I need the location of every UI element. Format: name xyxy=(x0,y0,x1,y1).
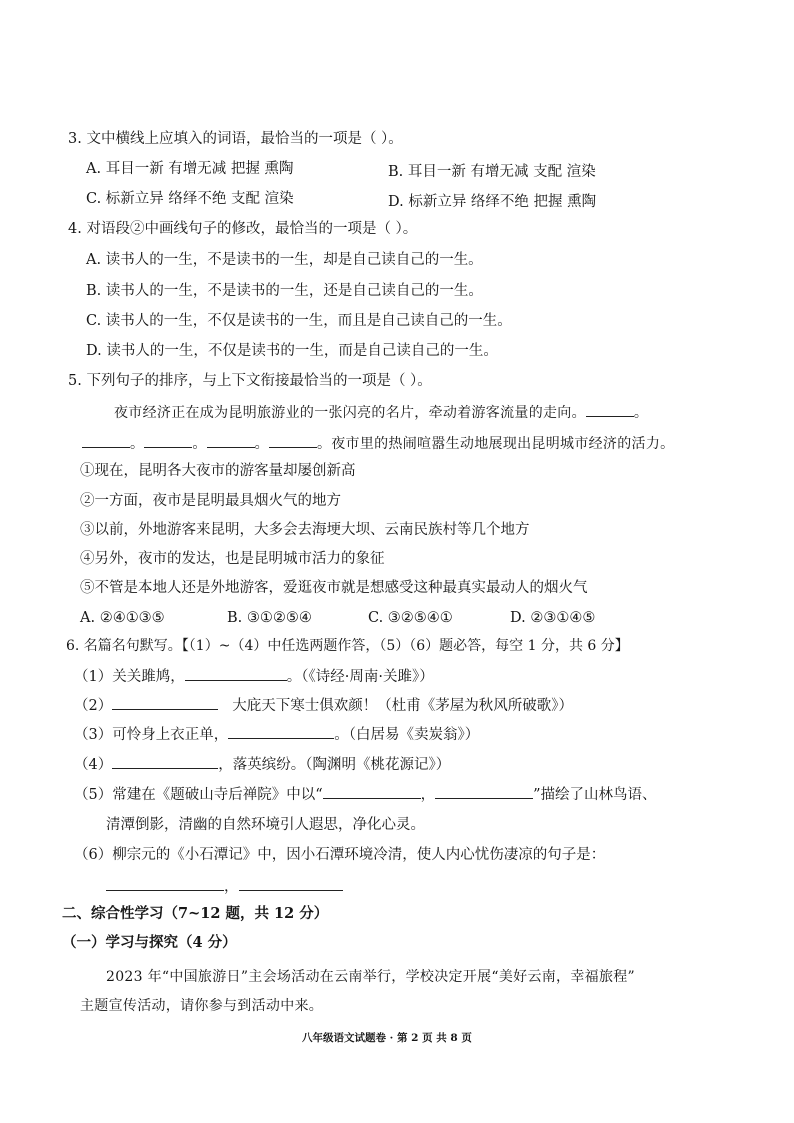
item-text: ”描绘了山林鸟语、 xyxy=(533,787,657,803)
q5-sentence-4: ④另外，夜市的发达，也是昆明城市活力的象征 xyxy=(80,551,385,567)
q5-sentence-2: ②一方面，夜市是昆明最具烟火气的地方 xyxy=(80,493,341,509)
item-text: 关关雎鸠， xyxy=(112,669,185,685)
section-intro-line1: 2023 年“中国旅游日”主会场活动在云南举行，学校决定开展“美好云南，幸福旅程” xyxy=(106,969,636,985)
q5-passage-line2: 。 。 。 。夜市里的热闹喧嚣生动地展现出昆明城市经济的活力。 xyxy=(82,433,674,454)
q5-options xyxy=(0,608,794,628)
q5-passage-text2: 。夜市里的热闹喧嚣生动地展现出昆明城市经济的活力。 xyxy=(316,436,675,452)
q4-option-c: C. 读书人的一生，不仅是读书的一生，而且是自己读自己的一生。 xyxy=(86,313,512,329)
q6-item-6: （6）柳宗元的《小石潭记》中，因小石潭环境冷清，使人内心忧伤凄凉的句子是： xyxy=(74,847,606,863)
section-heading: 二、综合性学习（7~12 题，共 12 分） xyxy=(62,905,329,922)
q5-passage-text1: 夜市经济正在成为昆明旅游业的一张闪亮的名片，牵动着游客流量的走向。 xyxy=(114,405,586,421)
q6-item-2 xyxy=(74,695,573,716)
section-intro-line2: 主题宣传活动，请你参与到活动中来。 xyxy=(80,998,324,1014)
answer-blank[interactable] xyxy=(269,433,317,448)
q5-option-d: D. ②③①④⑤ xyxy=(510,610,596,626)
q4-stem: 4. 对语段②中画线句子的修改，最恰当的一项是（ ）。 xyxy=(68,221,418,237)
q6-item-5-cont: 清潭倒影，清幽的自然环境引人遐思，净化心灵。 xyxy=(106,817,425,833)
answer-blank[interactable] xyxy=(323,784,421,799)
q3-stem: 3. 文中横线上应填入的词语，最恰当的一项是（ ）。 xyxy=(68,131,403,147)
q5-sentence-3: ③以前，外地游客来昆明，大多会去海埂大坝、云南民族村等几个地方 xyxy=(80,522,530,538)
q4-option-a: A. 读书人的一生，不是读书的一生，却是自己读自己的一生。 xyxy=(86,252,483,268)
q3-option-a: A. 耳目一新 有增无减 把握 熏陶 xyxy=(86,161,294,177)
q5-option-a: A. ②④①③⑤ xyxy=(80,610,165,626)
item-source: 大庇天下寒士俱欢颜！（杜甫《茅屋为秋风所破歌》） xyxy=(232,698,573,714)
answer-blank[interactable] xyxy=(112,695,218,710)
item-number: （3） xyxy=(74,727,113,743)
answer-blank[interactable] xyxy=(586,402,634,417)
answer-blank[interactable] xyxy=(144,433,192,448)
answer-blank[interactable] xyxy=(106,876,224,891)
answer-blank[interactable] xyxy=(435,784,533,799)
item-separator: ， xyxy=(224,879,239,895)
q6-item-5 xyxy=(74,784,657,805)
answer-blank[interactable] xyxy=(185,666,287,681)
item-number: （2） xyxy=(74,698,113,714)
q6-item-4 xyxy=(74,754,450,775)
q5-sentence-1: ①现在，昆明各大夜市的游客量却屡创新高 xyxy=(80,463,356,479)
answer-blank[interactable] xyxy=(207,433,255,448)
q4-option-b: B. 读书人的一生，不是读书的一生，还是自己读自己的一生。 xyxy=(86,283,483,299)
q5-option-c: C. ③②⑤④① xyxy=(368,610,453,626)
item-number: （1） xyxy=(74,669,113,685)
q5-option-b: B. ③①②⑤④ xyxy=(227,610,312,626)
q3-option-d: D. 标新立异 络绎不绝 把握 熏陶 xyxy=(388,194,597,210)
item-separator: ， xyxy=(420,787,436,803)
q3-option-b: B. 耳目一新 有增无减 支配 渲染 xyxy=(388,164,596,180)
q4-option-d: D. 读书人的一生，不仅是读书的一生，而是自己读自己的一生。 xyxy=(86,343,498,359)
item-source: 。（白居易《卖炭翁》） xyxy=(334,727,480,743)
q6-item-6-blanks xyxy=(106,876,343,897)
answer-blank[interactable] xyxy=(112,754,218,769)
q5-stem: 5. 下列句子的排序，与上下文衔接最恰当的一项是（ ）。 xyxy=(68,373,432,389)
item-text: 可怜身上衣正单， xyxy=(112,727,229,743)
page-footer: 八年级语文试题卷 · 第 2 页 共 8 页 xyxy=(302,1032,472,1044)
section-sub-heading: （一）学习与探究（4 分） xyxy=(62,934,237,951)
item-source: ，落英缤纷。（陶渊明《桃花源记》） xyxy=(218,757,451,773)
q5-sentence-5: ⑤不管是本地人还是外地游客，爱逛夜市就是想感受这种最真实最动人的烟火气 xyxy=(80,580,588,596)
answer-blank[interactable] xyxy=(228,724,334,739)
item-source: 。（《诗经·周南·关雎》） xyxy=(286,669,434,685)
answer-blank[interactable] xyxy=(82,433,130,448)
q6-item-3 xyxy=(74,724,479,745)
q6-item-1 xyxy=(74,666,434,687)
q3-option-c: C. 标新立异 络绎不绝 支配 渲染 xyxy=(86,191,294,207)
q5-passage-line1: 夜市经济正在成为昆明旅游业的一张闪亮的名片，牵动着游客流量的走向。 。 xyxy=(114,402,648,423)
q6-stem: 6. 名篇名句默写。【（1）~（4）中任选两题作答，（5）（6）题必答，每空 1 分，共 6 分】 xyxy=(66,638,629,654)
answer-blank[interactable] xyxy=(239,876,343,891)
item-text: （5）常建在《题破山寺后禅院》中以“ xyxy=(74,787,323,803)
item-number: （4） xyxy=(74,757,113,773)
